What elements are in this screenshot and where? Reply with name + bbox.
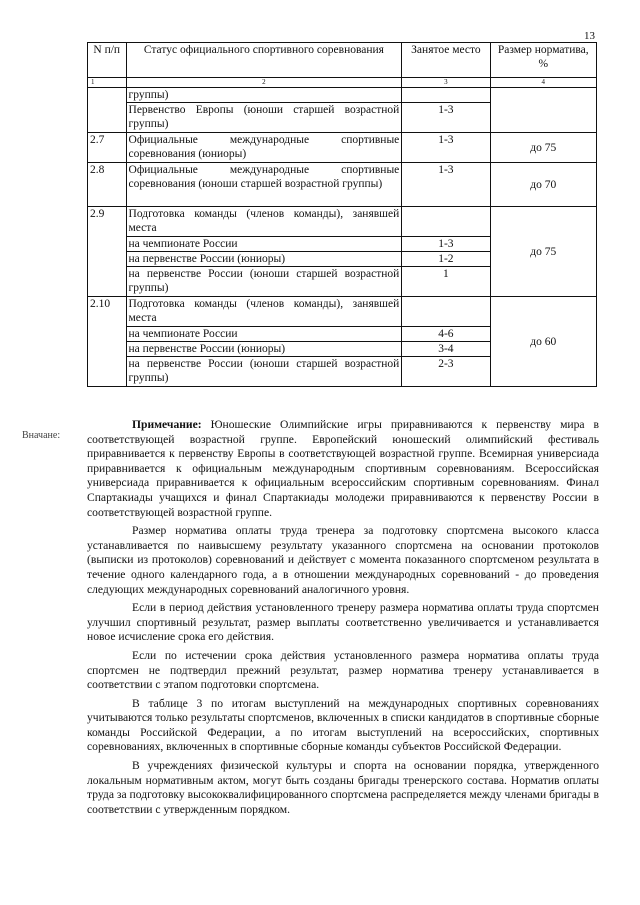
- table-header-row: [88, 43, 597, 78]
- row-place: [402, 297, 490, 327]
- row-size: до 60: [490, 297, 597, 387]
- subrow-status: на первенстве России (юниоры): [126, 342, 402, 357]
- row-status: Подготовка команды (членов команды), занявшей места: [126, 297, 402, 327]
- subrow-place: 2-3: [402, 357, 490, 387]
- row-place: [402, 88, 490, 103]
- note-paragraph: [87, 418, 599, 520]
- column-numbers-row: [88, 78, 597, 88]
- col-number: 3: [402, 78, 490, 88]
- table-row: [88, 297, 597, 327]
- paragraph: Если по истечении срока действия установленного размера норматива оплаты труда спортсмен не подтвердил прежний результат, размер норматива тренеру устанавливается в соответствии с этапом подготовки спортсмена.: [87, 648, 599, 692]
- subrow-status: на чемпионате России: [126, 327, 402, 342]
- row-num: 2.10: [88, 297, 127, 387]
- paragraph: Если в период действия установленного тренеру размера норматива оплаты труда спортсмен улучшил спортивный результат, размер выплаты соответственно увеличивается и устанавливается новое исчисление срока его действия.: [87, 601, 599, 644]
- header-size: Размер норматива, %: [490, 43, 597, 78]
- row-place: [402, 207, 490, 237]
- paragraph: В учреждениях физической культуры и спорта на основании порядка, утвержденного локальным нормативным актом, могут быть созданы бригады тренерского состава. Норматив оплаты труда за подготовку высококвалифицированного спортсмена распределяется между членами бригады в соответствии с утвержденным порядком.: [87, 759, 599, 816]
- row-status: группы): [126, 88, 402, 103]
- row-num: [88, 88, 127, 133]
- col-number: 1: [88, 78, 127, 88]
- paragraph: В таблице 3 по итогам выступлений на международных спортивных соревнованиях учитываются только результаты спортсменов, включенных в списки кандидатов в спортивные сборные команды Российской Федерации, а по итогам выступлений на всероссийских, спортивных соревнованиях, включенных в спортивные сборные команды субъектов Российской Федерации.: [87, 696, 599, 754]
- row-num: 2.7: [88, 133, 127, 163]
- norms-table: [87, 42, 597, 387]
- row-size: до 75: [490, 133, 597, 163]
- paragraph: Размер норматива оплаты труда тренера за подготовку спортсмена высокого класса устанавливается по наивысшему результату указанного спортсмена на основании протоколов (выписки из протоколов) соревнований и действует с момента показанного спортсменом результата в течение одного календарного года, а в отношении международных соревнований - до проведения следующих международных соревнований аналогичного уровня.: [87, 524, 599, 596]
- subrow-place: 4-6: [402, 327, 490, 342]
- col-number: 4: [490, 78, 597, 88]
- table-row: [88, 163, 597, 207]
- margin-mark: Вначане:: [22, 430, 61, 441]
- row-place: 1-3: [402, 103, 490, 133]
- subrow-place: 1: [402, 267, 490, 297]
- row-status: Официальные международные спортивные соревнования (юниоры): [126, 133, 402, 163]
- body-text: [87, 418, 599, 821]
- subrow-place: 3-4: [402, 342, 490, 357]
- header-status: Статус официального спортивного соревнования: [126, 43, 402, 78]
- subrow-status: на чемпионате России: [126, 237, 402, 252]
- subrow-status: на первенстве России (юноши старшей возрастной группы): [126, 357, 402, 387]
- row-status: Официальные международные спортивные соревнования (юноши старшей возрастной группы): [126, 163, 402, 207]
- row-status: Подготовка команды (членов команды), занявшей места: [126, 207, 402, 237]
- header-place: Занятое место: [402, 43, 490, 78]
- table-row: [88, 133, 597, 163]
- subrow-status: на первенстве России (юниоры): [126, 252, 402, 267]
- subrow-place: 1-3: [402, 237, 490, 252]
- page-number: 13: [584, 30, 595, 42]
- subrow-status: на первенстве России (юноши старшей возрастной группы): [126, 267, 402, 297]
- row-place: 1-3: [402, 133, 490, 163]
- header-num: N п/п: [88, 43, 127, 78]
- note-label: Примечание:: [132, 418, 202, 431]
- row-num: 2.9: [88, 207, 127, 297]
- row-size: до 75: [490, 207, 597, 297]
- subrow-place: 1-2: [402, 252, 490, 267]
- table-row: [88, 207, 597, 237]
- row-place: 1-3: [402, 163, 490, 207]
- col-number: 2: [126, 78, 402, 88]
- note-text: Юношеские Олимпийские игры приравниваются к первенству мира в соответствующей возрастной группе. Европейский юношеский олимпийский фестиваль приравнивается к первенству Европы в соответствующей возрастной группе. Всемирная универсиада приравнивается к официальным международным спортивным соревнованиям. Всероссийская универсиада приравнивается к официальным всероссийским спортивным соревнованиям. Финал Спартакиады учащихся и финал Спартакиады молодежи приравниваются к первенству России в соответствующей возрастной группе.: [87, 418, 599, 519]
- row-status: Первенство Европы (юноши старшей возрастной группы): [126, 103, 402, 133]
- row-size: [490, 88, 597, 133]
- table-row: [88, 88, 597, 103]
- row-size: до 70: [490, 163, 597, 207]
- row-num: 2.8: [88, 163, 127, 207]
